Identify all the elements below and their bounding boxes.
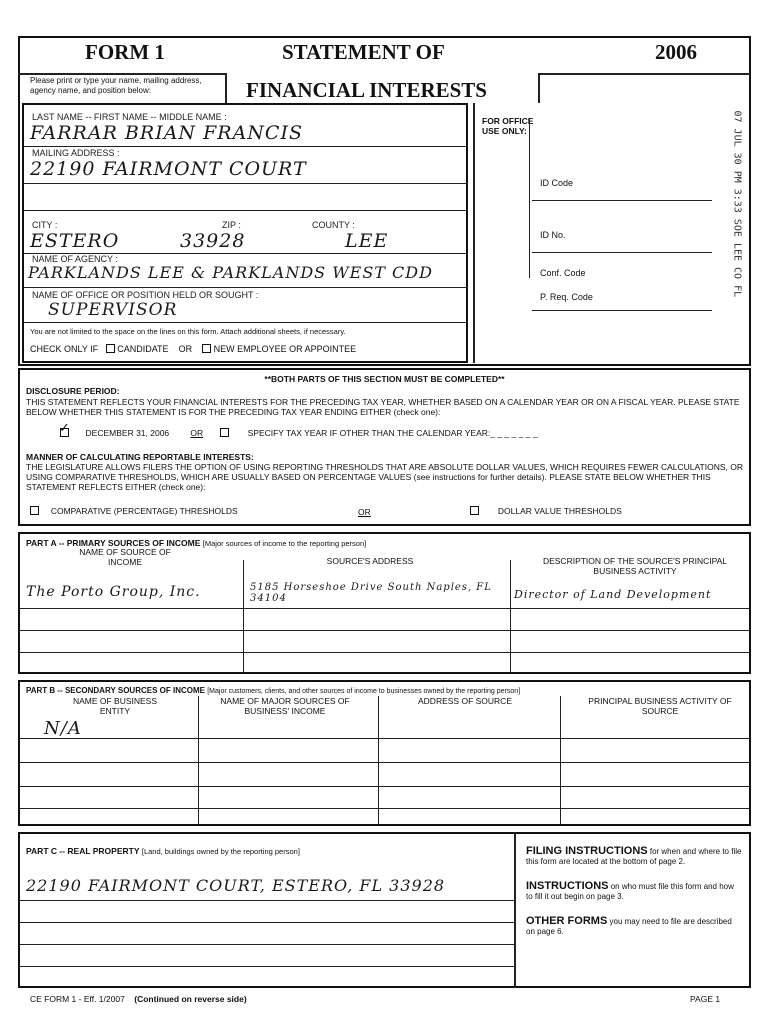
- footer-left: [30, 994, 247, 1005]
- period-or: OR: [190, 428, 204, 438]
- part-b-col3: ADDRESS OF SOURCE: [418, 696, 512, 706]
- part-b-heading: PART B -- SECONDARY SOURCES OF INCOME: [26, 686, 205, 695]
- part-b-entity-name[interactable]: N/A: [44, 718, 82, 739]
- how-instructions: [526, 881, 742, 902]
- manner-or: OR: [358, 507, 371, 517]
- part-a-source-name[interactable]: The Porto Group, Inc.: [26, 584, 201, 600]
- instr-title: INSTRUCTIONS: [526, 880, 609, 892]
- office-use-label: FOR OFFICE USE ONLY:: [482, 116, 534, 136]
- zip-value[interactable]: 33928: [180, 230, 246, 252]
- part-a-source-address[interactable]: 5185 Horseshoe Drive South Naples, FL 34104: [250, 582, 492, 604]
- period-choice-row: [59, 421, 740, 439]
- part-b-col1: NAME OF BUSINESS ENTITY: [72, 696, 158, 716]
- form-title-line1: STATEMENT OF: [282, 40, 445, 64]
- instr-text: on who must file this form and how to fill it out begin on page 3.: [526, 882, 734, 901]
- part-a-source-activity[interactable]: Director of Land Development: [514, 588, 712, 601]
- specify-checkbox[interactable]: [220, 428, 229, 437]
- comparative-label: COMPARATIVE (PERCENTAGE) THRESHOLDS: [50, 506, 238, 516]
- form-year: 2006: [655, 40, 697, 64]
- zip-label: ZIP :: [222, 220, 241, 230]
- office-label: NAME OF OFFICE OR POSITION HELD OR SOUGHT :: [32, 290, 259, 300]
- manner-text: THE LEGISLATURE ALLOWS FILERS THE OPTION OF USING REPORTING THRESHOLDS THAT ARE ABSOLUTE DOLLAR VALUES, WHICH REQUIRES FEWER CALCULATIONS, OR USING COMPARATIVE THRESHOLDS, WHICH ARE USUALLY BASED ON PERCENTAGE VALUES (see instructions for further details). PLEASE STATE BELOW WHETHER THIS STATEMENT REFLECTS EITHER (check one):: [26, 462, 743, 492]
- city-label: CITY :: [32, 220, 58, 230]
- p-req-code-label: P. Req. Code: [540, 292, 593, 302]
- received-stamp: 07 JUL 30 PM 3:33 SOE LEE CO FL: [731, 110, 743, 298]
- part-a-col1: NAME OF SOURCE OF INCOME: [79, 547, 171, 567]
- new-employee-label: NEW EMPLOYEE OR APPOINTEE: [213, 344, 357, 354]
- candidate-label: CANDIDATE: [117, 344, 169, 354]
- disclosure-period-text: THIS STATEMENT REFLECTS YOUR FINANCIAL INTERESTS FOR THE PRECEDING TAX YEAR, WHETHER BASED ON A CALENDAR YEAR OR ON A FISCAL YEAR. PLEASE STATE BELOW WHETHER THIS STATEMENT IS FOR THE PRECEDING TAX YEAR ENDING EITHER (check one):: [26, 397, 740, 417]
- or-label: OR: [178, 344, 193, 354]
- part-a-heading: PART A -- PRIMARY SOURCES OF INCOME: [26, 538, 201, 548]
- part-a-col2: SOURCE'S ADDRESS: [326, 556, 414, 566]
- filing-title: FILING INSTRUCTIONS: [526, 845, 648, 857]
- other-forms: [526, 916, 742, 937]
- part-c-heading: PART C -- REAL PROPERTY: [26, 846, 140, 856]
- county-value[interactable]: LEE: [345, 230, 389, 252]
- dollar-label: DOLLAR VALUE THRESHOLDS: [497, 506, 622, 516]
- part-a-subheading: [Major sources of income to the reporting person]: [202, 539, 367, 548]
- footer-page: PAGE 1: [690, 994, 721, 1004]
- filing-instructions: [526, 846, 742, 867]
- disclosure-section: [18, 368, 751, 526]
- other-text: you may need to file are described on page 6.: [526, 917, 732, 936]
- part-a-col3: DESCRIPTION OF THE SOURCE'S PRINCIPAL BUSINESS ACTIVITY: [542, 556, 728, 576]
- mailing-value[interactable]: 22190 FAIRMONT COURT: [30, 158, 307, 180]
- city-value[interactable]: ESTERO: [30, 230, 120, 252]
- candidate-checkbox[interactable]: [106, 344, 115, 353]
- filing-text: for when and where to file this form are located at the bottom of page 2.: [526, 847, 742, 866]
- conf-code-label: Conf. Code: [540, 268, 586, 278]
- agency-label: NAME OF AGENCY :: [32, 254, 118, 264]
- part-c-header: [26, 846, 300, 857]
- form-title-line2: FINANCIAL INTERESTS: [246, 78, 487, 102]
- footer-form-id: CE FORM 1 - Eff. 1/2007: [30, 994, 125, 1004]
- disclosure-period-heading: DISCLOSURE PERIOD:: [26, 386, 120, 396]
- county-label: COUNTY :: [312, 220, 355, 230]
- office-use-box: [480, 108, 746, 362]
- other-title: OTHER FORMS: [526, 915, 608, 927]
- id-code-label: ID Code: [540, 178, 574, 188]
- dollar-checkbox[interactable]: [470, 506, 479, 515]
- comparative-checkbox[interactable]: [30, 506, 39, 515]
- check-only-row: [30, 344, 356, 355]
- comparative-option: [30, 506, 238, 517]
- form-number: FORM 1: [85, 40, 165, 64]
- part-b-col2: NAME OF MAJOR SOURCES OF BUSINESS' INCOME: [220, 696, 350, 716]
- december-label: DECEMBER 31, 2006: [85, 428, 170, 438]
- name-label: LAST NAME -- FIRST NAME -- MIDDLE NAME :: [32, 112, 227, 122]
- agency-value[interactable]: PARKLANDS LEE & PARKLANDS WEST CDD: [28, 263, 433, 282]
- part-c-subheading: [Land, buildings owned by the reporting person]: [141, 847, 300, 856]
- instructions-sidebar: [526, 846, 742, 937]
- new-employee-checkbox[interactable]: [202, 344, 211, 353]
- name-value[interactable]: FARRAR BRIAN FRANCIS: [30, 122, 303, 144]
- office-value[interactable]: SUPERVISOR: [48, 300, 178, 320]
- footer-continued: (Continued on reverse side): [134, 994, 247, 1004]
- part-b-col4: PRINCIPAL BUSINESS ACTIVITY OF SOURCE: [588, 696, 732, 716]
- part-b-subheading: [Major customers, clients, and other sources of income to businesses owned by the reporting person]: [207, 688, 521, 695]
- instructions-note: Please print or type your name, mailing address, agency name, and position below:: [30, 76, 202, 95]
- part-c-property[interactable]: 22190 FAIRMONT COURT, ESTERO, FL 33928: [26, 876, 446, 895]
- id-no-label: ID No.: [540, 230, 566, 240]
- check-only-label: CHECK ONLY IF: [30, 344, 99, 354]
- must-complete-note: **BOTH PARTS OF THIS SECTION MUST BE COMPLETED**: [264, 374, 505, 384]
- mailing-label: MAILING ADDRESS :: [32, 148, 120, 158]
- manner-heading: MANNER OF CALCULATING REPORTABLE INTERESTS:: [26, 452, 254, 462]
- dollar-option: [470, 506, 622, 517]
- limit-note: You are not limited to the space on the lines on this form. Attach additional sheets, if necessary.: [30, 327, 346, 336]
- december-checkbox[interactable]: ✓: [59, 421, 70, 436]
- specify-label: SPECIFY TAX YEAR IF OTHER THAN THE CALENDAR YEAR:_ _ _ _ _ _ _: [247, 428, 538, 438]
